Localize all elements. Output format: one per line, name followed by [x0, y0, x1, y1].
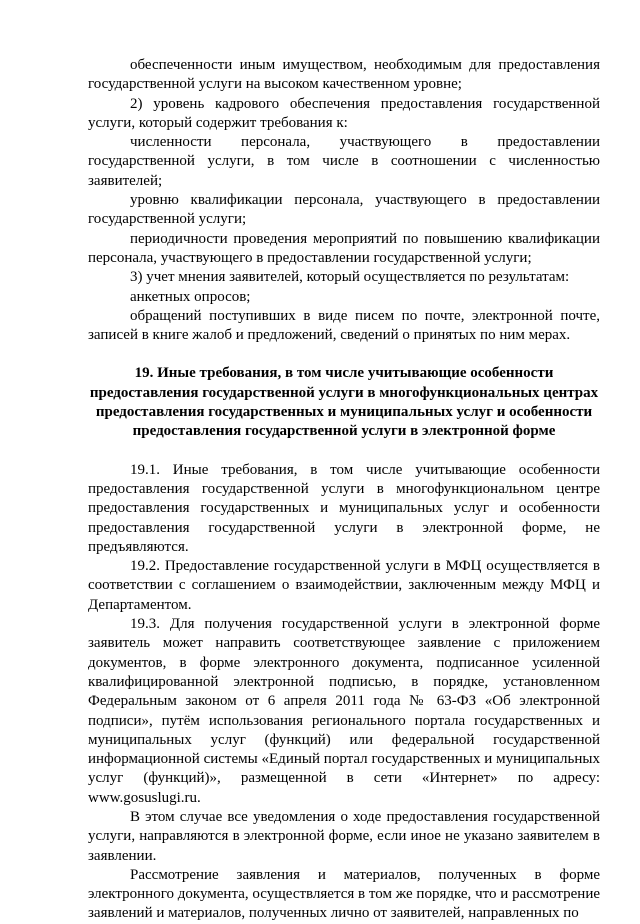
paragraph: 19.3. Для получения государственной услуги в электронной форме заявитель может направить соответствующее заявление с приложением документов, в форме электронного документа, подписанное усиленной квалифицированной электронной подписью, в порядке, установленном Федеральным законом от 6 апреля 2011 года № 63-ФЗ «Об электронной подписи», путём использования регионального портала государственных и муниципальных услуг (функций) или федеральной государственной информационной системы «Единый портал государственных и муниципальных услуг (функций)», размещенной в сети «Интернет» по адресу: www.gosuslugi.ru. [88, 616, 600, 806]
paragraph: уровню квалификации персонала, участвующего в предоставлении государственной услуги; [88, 192, 600, 228]
paragraph: периодичности проведения мероприятий по повышению квалификации персонала, участвующего в предоставлении государственной услуги; [88, 230, 600, 266]
paragraph: В этом случае все уведомления о ходе предоставления государственной услуги, направляются в электронной форме, если иное не указано заявителем в заявлении. [88, 808, 600, 864]
paragraph: Рассмотрение заявления и материалов, полученных в форме электронного документа, осуществляется в том же порядке, что и рассмотрение заявлений и материалов, полученных лично от заявителей, направленных по [88, 866, 600, 922]
paragraph: 3) учет мнения заявителей, который осуществляется по результатам: [130, 269, 570, 286]
paragraph: обеспеченности иным имуществом, необходимым для предоставления государственной услуги на высоком качественном уровне; [88, 57, 600, 93]
paragraph: 19.2. Предоставление государственной услуги в МФЦ осуществляется в соответствии с соглашением о взаимодействии, заключенным между МФЦ и Департаментом. [88, 558, 600, 613]
paragraph: анкетных опросов; [130, 288, 251, 305]
paragraph: численности персонала, участвующего в предоставлении государственной услуги, в том числе в соотношении с численностью заявителей; [88, 134, 600, 189]
paragraph: 19.1. Иные требования, в том числе учитывающие особенности предоставления государственной услуги в многофункциональном центре предоставления государственных и муниципальных услуг и особенности предоставления государственной услуги в электронной форме, не предъявляются. [88, 461, 600, 555]
section-heading: 19. Иные требования, в том числе учитывающие особенности предоставления государственной услуги в многофункциональных центрах предоставления государственных и муниципальных услуг и особенности предоставления государственной услуги в электронной форме [89, 365, 599, 440]
paragraph: обращений поступивших в виде писем по почте, электронной почте, записей в книге жалоб и предложений, сведений о принятых по ним мерах. [88, 307, 600, 344]
paragraph: 2) уровень кадрового обеспечения предоставления государственной услуги, который содержит требования к: [88, 95, 600, 131]
document-page [88, 56, 600, 924]
